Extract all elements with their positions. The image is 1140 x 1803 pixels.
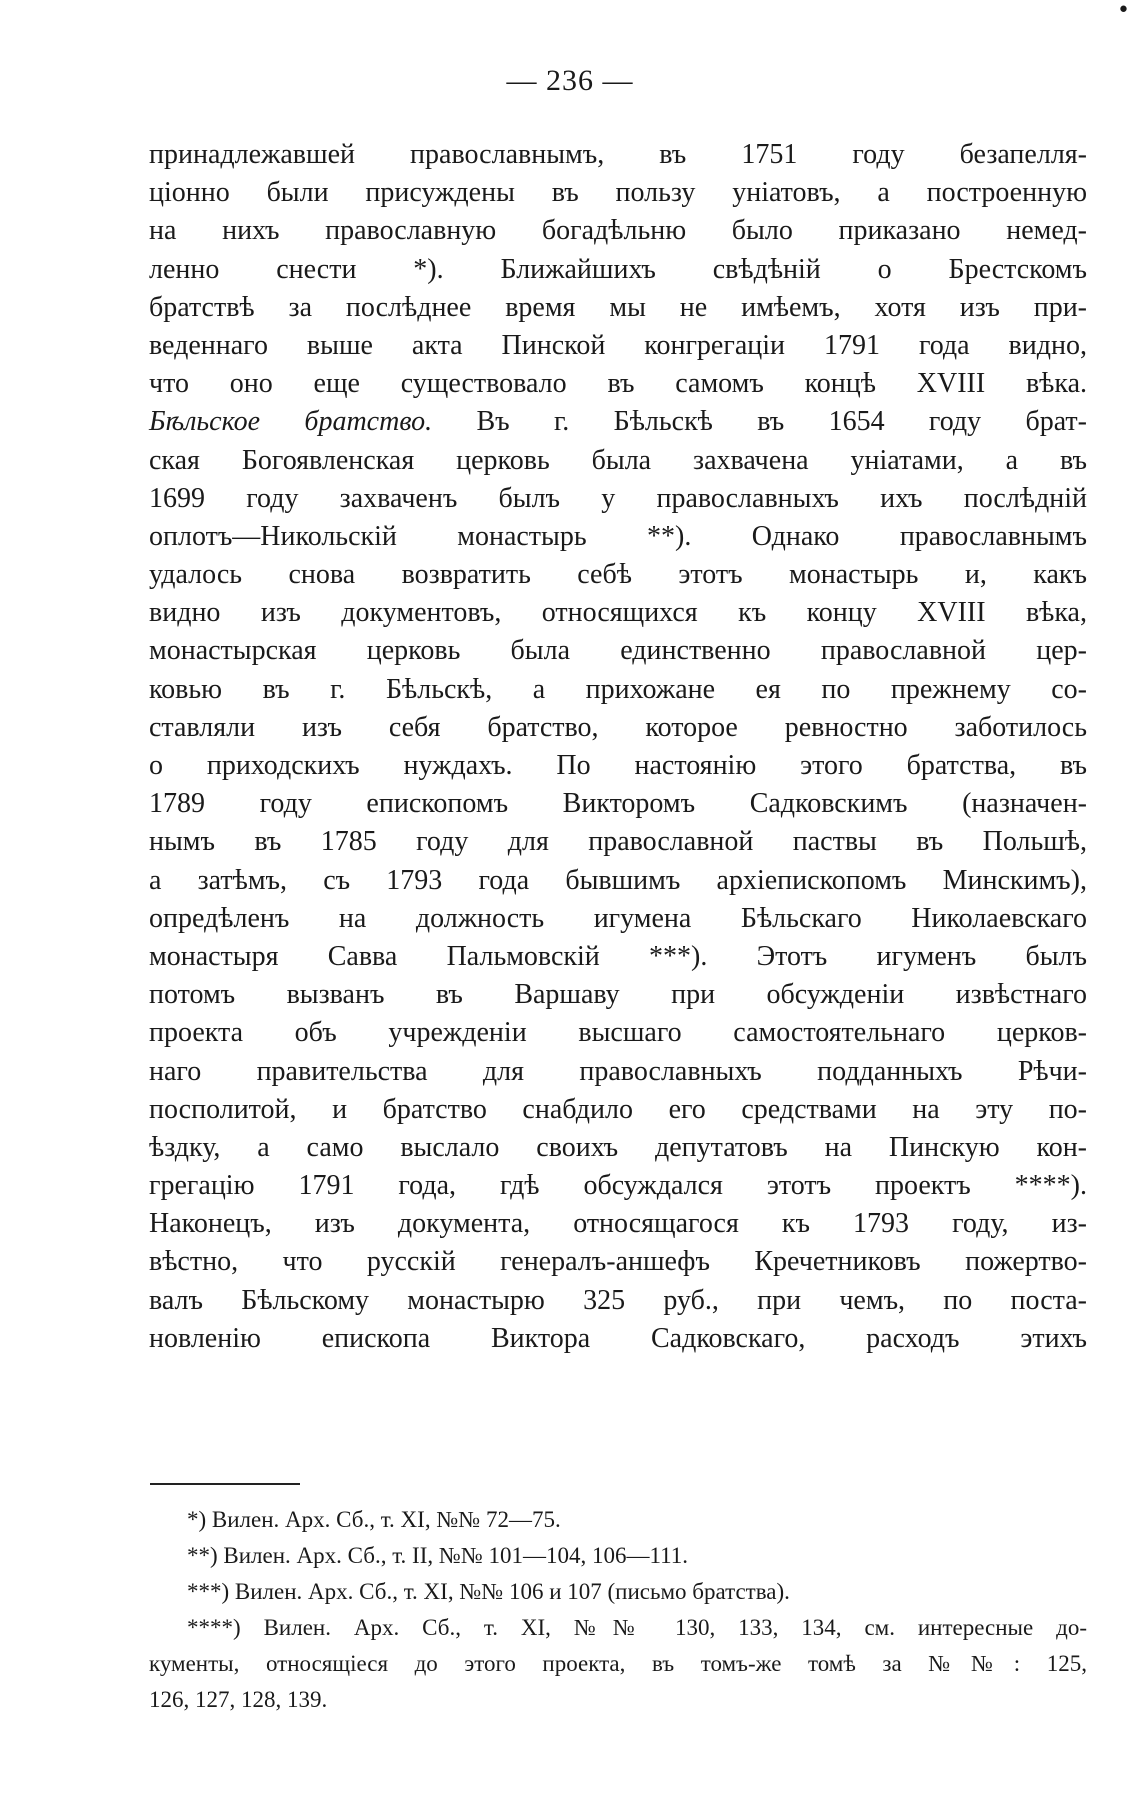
footnote-continuation: 126, 127, 128, 139.: [149, 1687, 328, 1712]
text-line: ціонно были присуждены въ пользу уніатовъ, а построенную: [149, 177, 1087, 209]
text-line: опредѣленъ на должность игумена Бѣльскаго Николаевскаго: [149, 902, 1087, 934]
text-line: 1789 году епископомъ Викторомъ Садковскимъ (назначен-: [149, 788, 1087, 820]
text-line: новленію епископа Виктора Садковскаго, расходъ этихъ: [149, 1322, 1087, 1354]
text-line: удалось снова возвратить себѣ этотъ монастырь и, какъ: [149, 559, 1087, 591]
page-number: — 236 —: [506, 64, 634, 97]
text-line: ская Богоявленская церковь была захвачена уніатами, а въ: [149, 444, 1087, 476]
footnotes: [149, 1502, 1087, 1718]
text-line: видно изъ документовъ, относящихся къ концу XVIII вѣка,: [149, 597, 1087, 629]
section-first-line: [149, 403, 1087, 441]
text-line: Наконецъ, изъ документа, относящагося къ 1793 году, из-: [149, 1208, 1087, 1240]
main-text: [149, 136, 1087, 1358]
text-line: потомъ вызванъ въ Варшаву при обсужденіи извѣстнаго: [149, 979, 1087, 1011]
text-line: о приходскихъ нуждахъ. По настоянію этого братства, въ: [149, 750, 1087, 781]
corner-mark: •: [1117, 0, 1130, 23]
text-line: на нихъ православную богадѣльню было приказано немед-: [149, 215, 1087, 247]
section-heading-bielsk: Бѣльское братство.: [149, 406, 433, 438]
text-line: валъ Бѣльскому монастырю 325 руб., при чемъ, по поста-: [149, 1284, 1087, 1316]
text-line: проекта объ учрежденіи высшаго самостоятельнаго церков-: [149, 1017, 1087, 1049]
text-line: принадлежавшей православнымъ, въ 1751 году безапелля-: [149, 139, 1087, 170]
text-line: вѣстно, что русскій генералъ-аншефъ Кречетниковъ пожертво-: [149, 1246, 1087, 1278]
text-line: оплотъ—Никольскій монастырь **). Однако православнымъ: [149, 520, 1087, 552]
footnote-continuation: кументы, относящіеся до этого проекта, въ томъ-же томѣ за №№: 125,: [149, 1651, 1087, 1676]
text-line: 1699 году захваченъ былъ у православныхъ ихъ послѣдній: [149, 482, 1087, 514]
footnote: *) Вилен. Арх. Сб., т. XI, №№ 72—75.: [187, 1507, 561, 1532]
text-line: нымъ въ 1785 году для православной паствы въ Польшѣ,: [149, 826, 1087, 858]
text-line: монастырская церковь была единственно православной цер-: [149, 635, 1087, 667]
text-line: наго правительства для православныхъ подданныхъ Рѣчи-: [149, 1055, 1087, 1087]
text-line: ставляли изъ себя братство, которое ревностно заботилось: [149, 711, 1087, 743]
text-line: веденнаго выше акта Пинской конгрегаціи 1791 года видно,: [149, 329, 1087, 361]
footnote: ***) Вилен. Арх. Сб., т. XI, №№ 106 и 107 (письмо братства).: [187, 1579, 790, 1604]
text-line: братствѣ за послѣднее время мы не имѣемъ, хотя изъ при-: [149, 291, 1087, 323]
text-line: грегацію 1791 года, гдѣ обсуждался этотъ проектъ ****).: [149, 1170, 1087, 1202]
text-line: ковью въ г. Бѣльскѣ, а прихожане ея по прежнему со-: [149, 673, 1087, 705]
text-line: монастыря Савва Пальмовскій ***). Этотъ игуменъ былъ: [149, 940, 1087, 972]
text-line: посполитой, и братство снабдило его средствами на эту по-: [149, 1093, 1087, 1125]
footnote: **) Вилен. Арх. Сб., т. II, №№ 101—104, 106—111.: [187, 1543, 689, 1568]
text-line: что оно еще существовало въ самомъ концѣ XVIII вѣка.: [149, 368, 1087, 400]
text-line: а затѣмъ, съ 1793 года бывшимъ архіепископомъ Минскимъ),: [149, 864, 1087, 896]
footnote-divider: [150, 1483, 300, 1485]
text-line: ѣздку, а само выслало своихъ депутатовъ на Пинскую кон-: [149, 1131, 1087, 1163]
footnote: ****) Вилен. Арх. Сб., т. XI, №№ 130, 133, 134, см. интересные до-: [187, 1615, 1087, 1640]
text-line: ленно снести *). Ближайшихъ свѣдѣній о Брестскомъ: [149, 253, 1087, 285]
text-fragment: Въ г. Бѣльскѣ въ 1654 году брат-: [432, 406, 1087, 438]
